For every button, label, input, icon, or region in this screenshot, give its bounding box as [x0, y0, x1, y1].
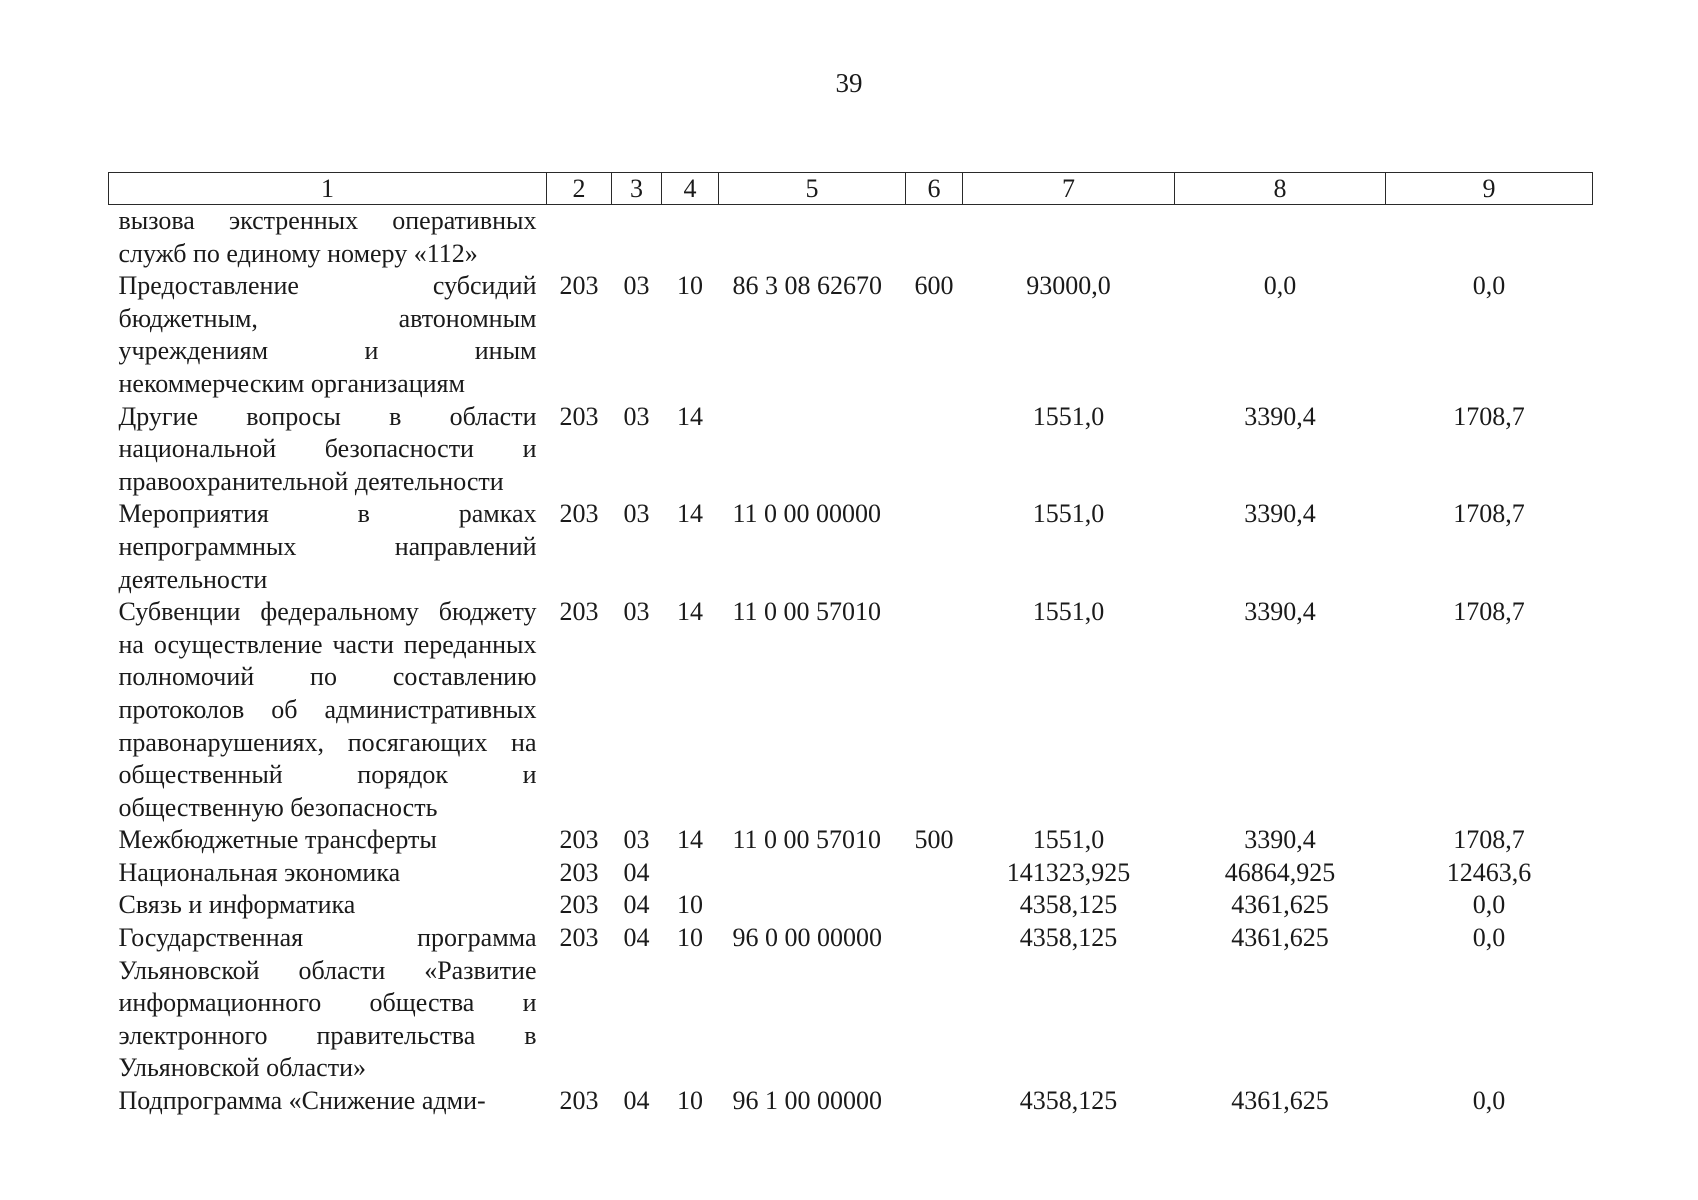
table-row — [109, 205, 1593, 271]
row-amount-col8 — [1175, 205, 1386, 271]
header-col-9: 9 — [1386, 173, 1593, 205]
row-subsection-code — [662, 857, 719, 890]
row-expense-type-code: 600 — [914, 271, 954, 301]
table-row — [109, 1085, 1593, 1118]
row-amount-col9 — [1386, 205, 1593, 271]
row-amount-col7: 141323,925 — [1006, 857, 1131, 887]
row-section-code: 04 — [623, 923, 650, 953]
row-section-code: 04 — [623, 857, 650, 887]
row-target-code: 11 0 00 00000 — [732, 499, 882, 529]
row-amount-col9: 1708,7 — [1453, 597, 1525, 627]
row-amount-col8: 3390,4 — [1244, 825, 1316, 855]
row-ministry-code: 203 — [559, 1086, 599, 1116]
table-body — [109, 205, 1593, 1118]
row-subsection-code: 14 — [677, 401, 703, 431]
header-col-5: 5 — [719, 173, 906, 205]
row-amount-col8: 4361,625 — [1231, 923, 1329, 953]
row-amount-col9: 1708,7 — [1453, 401, 1525, 431]
header-row — [109, 173, 1593, 205]
row-subsection-code: 14 — [677, 499, 703, 529]
table-row — [109, 889, 1593, 922]
row-name: Мероприятия в рамках непрограммных направлений деятельности — [118, 499, 537, 594]
row-section-code: 03 — [623, 401, 650, 431]
row-amount-col8: 4361,625 — [1231, 1086, 1329, 1116]
row-ministry-code: 203 — [559, 401, 599, 431]
row-amount-col9: 12463,6 — [1446, 857, 1532, 887]
row-expense-type-code — [906, 922, 963, 1085]
row-name: Субвенции федеральному бюджету на осуществление части переданных полномочий по составлению протоколов об административных правонарушениях, посягающих на общественный порядок и общественную безопасность — [118, 597, 537, 822]
row-section-code: 03 — [623, 271, 650, 301]
row-subsection-code: 10 — [677, 271, 703, 301]
row-section-code: 03 — [623, 499, 650, 529]
row-amount-col8: 3390,4 — [1244, 499, 1316, 529]
row-amount-col7: 93000,0 — [1026, 271, 1111, 301]
row-amount-col9: 0,0 — [1472, 1086, 1506, 1116]
row-ministry-code: 203 — [559, 923, 599, 953]
row-amount-col7: 4358,125 — [1019, 1086, 1118, 1116]
row-amount-col9: 0,0 — [1472, 890, 1506, 920]
row-target-code — [719, 889, 906, 922]
row-name: Подпрограмма «Снижение адми- — [118, 1086, 486, 1116]
row-ministry-code: 203 — [559, 597, 599, 627]
row-amount-col7: 4358,125 — [1019, 890, 1118, 920]
table-row — [109, 922, 1593, 1085]
row-expense-type-code — [906, 857, 963, 890]
row-target-code: 11 0 00 57010 — [732, 825, 882, 855]
row-section-code: 04 — [623, 890, 650, 920]
row-expense-type-code: 500 — [914, 825, 954, 855]
row-amount-col9: 1708,7 — [1453, 499, 1525, 529]
row-amount-col7: 1551,0 — [1032, 401, 1105, 431]
row-expense-type-code — [906, 1085, 963, 1118]
row-amount-col8: 0,0 — [1263, 271, 1297, 301]
row-expense-type-code — [906, 498, 963, 596]
row-name: Другие вопросы в области национальной безопасности и правоохранительной деятельности — [118, 401, 537, 496]
row-expense-type-code — [906, 596, 963, 824]
row-target-code: 86 3 08 62670 — [732, 271, 882, 301]
row-amount-col8: 46864,925 — [1224, 857, 1336, 887]
row-amount-col8: 4361,625 — [1231, 890, 1329, 920]
row-ministry-code: 203 — [559, 499, 599, 529]
row-target-code — [719, 401, 906, 499]
row-section-code — [612, 205, 662, 271]
row-subsection-code: 10 — [677, 1086, 703, 1116]
page-number: 39 — [835, 68, 863, 98]
budget-table — [108, 172, 1593, 1118]
header-col-2: 2 — [547, 173, 612, 205]
row-subsection-code: 14 — [677, 825, 703, 855]
row-ministry-code: 203 — [559, 857, 599, 887]
row-name: Межбюджетные трансферты — [118, 825, 437, 855]
row-amount-col7: 1551,0 — [1032, 825, 1105, 855]
row-ministry-code: 203 — [559, 825, 599, 855]
row-target-code: 11 0 00 57010 — [732, 597, 882, 627]
row-section-code: 03 — [623, 825, 650, 855]
row-expense-type-code — [906, 889, 963, 922]
row-ministry-code — [547, 205, 612, 271]
header-col-8: 8 — [1175, 173, 1386, 205]
row-amount-col9: 0,0 — [1472, 271, 1506, 301]
table-header — [109, 173, 1593, 205]
table-row — [109, 596, 1593, 824]
row-target-code: 96 1 00 00000 — [732, 1086, 882, 1116]
row-target-code — [719, 857, 906, 890]
table-row — [109, 824, 1593, 857]
row-name: Предоставление субсидий бюджетным, автономным учреждениям и иным некоммерческим организациям — [118, 271, 537, 398]
row-name: вызова экстренных оперативных служб по единому номеру «112» — [118, 206, 537, 268]
row-amount-col7: 4358,125 — [1019, 923, 1118, 953]
row-name: Национальная экономика — [118, 857, 401, 887]
row-section-code: 04 — [623, 1086, 650, 1116]
row-target-code — [719, 205, 906, 271]
row-amount-col8: 3390,4 — [1244, 401, 1316, 431]
header-col-3: 3 — [612, 173, 662, 205]
table-row — [109, 401, 1593, 499]
row-section-code: 03 — [623, 597, 650, 627]
row-expense-type-code — [906, 401, 963, 499]
row-name: Связь и информатика — [118, 890, 356, 920]
row-ministry-code: 203 — [559, 271, 599, 301]
row-amount-col8: 3390,4 — [1244, 597, 1316, 627]
row-subsection-code: 14 — [677, 597, 703, 627]
row-amount-col9: 1708,7 — [1453, 825, 1525, 855]
table-row — [109, 270, 1593, 400]
row-subsection-code: 10 — [677, 923, 703, 953]
row-target-code: 96 0 00 00000 — [732, 923, 882, 953]
row-ministry-code: 203 — [559, 890, 599, 920]
table-row — [109, 857, 1593, 890]
header-col-4: 4 — [662, 173, 719, 205]
header-col-1: 1 — [109, 173, 547, 205]
header-col-7: 7 — [963, 173, 1175, 205]
row-amount-col7: 1551,0 — [1032, 499, 1105, 529]
header-col-6: 6 — [906, 173, 963, 205]
row-amount-col7: 1551,0 — [1032, 597, 1105, 627]
row-expense-type-code — [906, 205, 963, 271]
row-amount-col9: 0,0 — [1472, 923, 1506, 953]
row-subsection-code: 10 — [677, 890, 703, 920]
row-subsection-code — [662, 205, 719, 271]
table-row — [109, 498, 1593, 596]
row-name: Государственная программа Ульяновской области «Развитие информационного общества и электронного правительства в Ульяновской области» — [118, 923, 537, 1083]
row-amount-col7 — [963, 205, 1175, 271]
